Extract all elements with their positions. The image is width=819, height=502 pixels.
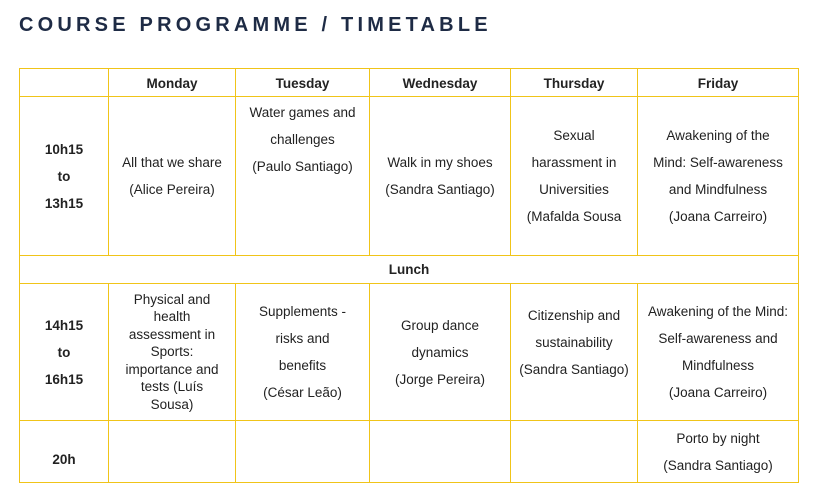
session-speaker: (Sandra Santiago): [519, 362, 629, 377]
header-monday: Monday: [109, 69, 236, 97]
evening-monday: [109, 421, 236, 483]
session-title: risks and: [275, 331, 330, 346]
session-title: challenges: [270, 132, 335, 147]
header-friday: Friday: [638, 69, 799, 97]
morning-friday: [638, 97, 799, 256]
afternoon-monday: [109, 284, 236, 421]
evening-time: 20h: [20, 421, 109, 483]
session-title: dynamics: [411, 344, 469, 360]
afternoon-time: [20, 284, 109, 421]
time-line: 14h15: [44, 317, 84, 333]
session-title: sustainability: [535, 335, 613, 350]
evening-thursday: [511, 421, 638, 483]
afternoon-wednesday: [370, 284, 511, 421]
session-title: All that we share: [122, 155, 222, 170]
lunch-row: [20, 256, 799, 284]
session-title: Group dance: [400, 317, 480, 333]
morning-thursday: [511, 97, 638, 256]
time-line: to: [57, 168, 71, 184]
session-title: health: [153, 309, 191, 325]
session-title: Porto by night: [676, 430, 760, 446]
session-title: importance and: [125, 361, 219, 377]
session-title: benefits: [278, 358, 327, 373]
session-title: harassment in: [531, 155, 617, 170]
time-line: 16h15: [44, 371, 84, 387]
morning-wednesday: [370, 97, 511, 256]
session-title: tests (Luís: [140, 379, 204, 395]
afternoon-thursday: [511, 284, 638, 421]
session-speaker: (Jorge Pereira): [394, 371, 486, 387]
session-title: Citizenship and: [527, 308, 621, 323]
session-title: Awakening of the: [666, 128, 770, 143]
morning-tuesday: [236, 97, 370, 256]
session-speaker: (Joana Carreiro): [668, 385, 768, 400]
session-title: Universities: [539, 182, 609, 197]
time-line: 10h15: [44, 141, 84, 157]
session-title: Awakening of the Mind:: [647, 304, 789, 319]
evening-tuesday: [236, 421, 370, 483]
session-title: Sexual: [553, 128, 595, 143]
page-title: COURSE PROGRAMME / TIMETABLE: [19, 14, 492, 36]
session-speaker: (Joana Carreiro): [668, 209, 768, 224]
session-speaker: (César Leão): [263, 385, 342, 400]
session-title: Self-awareness and: [658, 331, 778, 346]
session-title: assessment in: [128, 326, 216, 342]
session-speaker: Sousa): [150, 396, 194, 412]
header-thursday: Thursday: [511, 69, 638, 97]
header-tuesday: Tuesday: [236, 69, 370, 97]
session-title: Mind: Self-awareness: [653, 155, 783, 170]
afternoon-friday: [638, 284, 799, 421]
evening-wednesday: [370, 421, 511, 483]
evening-friday: [638, 421, 799, 483]
header-row: [20, 69, 799, 97]
morning-monday: [109, 97, 236, 256]
session-speaker: (Paulo Santiago): [252, 159, 353, 174]
time-line: to: [57, 344, 71, 360]
session-title: Supplements -: [258, 304, 347, 319]
header-corner: [20, 69, 109, 97]
session-title: Water games and: [249, 105, 356, 120]
session-title: Mindfulness: [681, 358, 755, 373]
afternoon-row: [20, 284, 799, 421]
afternoon-tuesday: [236, 284, 370, 421]
morning-time: [20, 97, 109, 256]
session-title: Sports:: [150, 344, 194, 360]
session-speaker: (Sandra Santiago): [663, 457, 773, 473]
session-title: Walk in my shoes: [387, 155, 493, 170]
lunch-break: Lunch: [20, 256, 799, 284]
timetable: [19, 68, 799, 483]
morning-row: [20, 97, 799, 256]
session-speaker: (Mafalda Sousa: [526, 209, 622, 224]
session-speaker: (Sandra Santiago): [385, 182, 495, 197]
time-line: 13h15: [44, 195, 84, 211]
header-wednesday: Wednesday: [370, 69, 511, 97]
session-speaker: (Alice Pereira): [129, 182, 215, 197]
evening-row: [20, 421, 799, 483]
session-title: Physical and: [133, 291, 211, 307]
session-title: and Mindfulness: [668, 182, 768, 197]
